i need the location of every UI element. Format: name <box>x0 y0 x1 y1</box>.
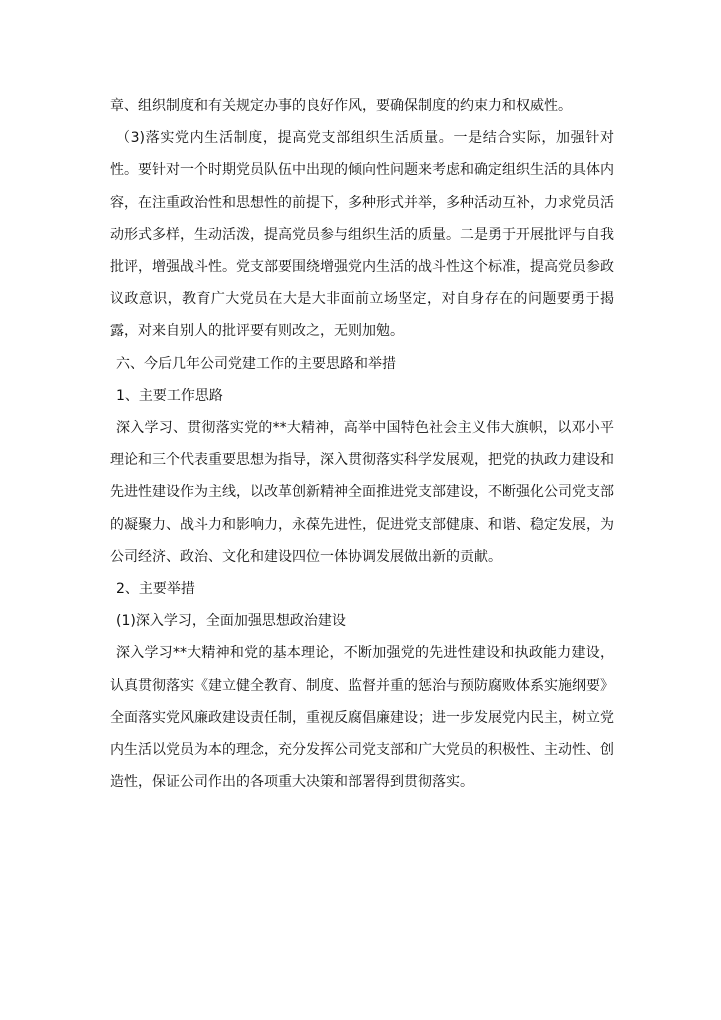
subheading-measure-one: (1)深入学习，全面加强思想政治建设 <box>116 613 346 630</box>
paragraph-party-life-system: （3)落实党内生活制度，提高党支部组织生活质量。一是结合实际，加强针对性。要针对一个时期党员队伍中出现的倾向性问题来考虑和确定组织生活的具体内容，在注重政治性和思想性的前提下，多种形式并举，多种活动互补，力求党员活动形式多样，生动活泼，提高党员参与组织生活的质量。二是勇于开展批评与自我批评，增强战斗性。党支部要围绕增强党内生活的战斗性这个标准，提高党员参政议政意识，教育广大党员在大是大非面前立场坚定，对自身存在的问题要勇于揭露，对来自别人的批评要有则改之，无则加勉。 <box>110 130 614 340</box>
subheading-main-measures: 2、主要举措 <box>116 581 195 598</box>
subheading-main-ideas: 1、主要工作思路 <box>116 387 223 404</box>
paragraph-measure-one: 深入学习**大精神和党的基本理论，不断加强党的先进性建设和执政能力建设，认真贯彻落实《建立健全教育、制度、监督并重的惩治与预防腐败体系实施纲要》全面落实党风廉政建设责任制，重视反腐倡廉建设；进一步发展党内民主，树立党内生活以党员为本的理念，充分发挥公司党支部和广大党员的积极性、主动性、创造性，保证公司作出的各项重大决策和部署得到贯彻落实。 <box>110 645 614 791</box>
paragraph-continuation: 章、组织制度和有关规定办事的良好作风，要确保制度的约束力和权威性。 <box>110 98 572 114</box>
paragraph-main-ideas: 深入学习、贯彻落实党的**大精神，高举中国特色社会主义伟大旗帜，以邓小平理论和三个代表重要思想为指导，深入贯彻落实科学发展观，把党的执政力建设和先进性建设作为主线，以改革创新精神全面推进党支部建设，不断强化公司党支部的凝聚力、战斗力和影响力，永葆先进性，促进党支部健康、和谐、稳定发展，为公司经济、政治、文化和建设四位一体协调发展做出新的贡献。 <box>110 420 614 565</box>
section-heading-six: 六、今后几年公司党建工作的主要思路和举措 <box>116 355 396 372</box>
document-body <box>110 90 614 798</box>
